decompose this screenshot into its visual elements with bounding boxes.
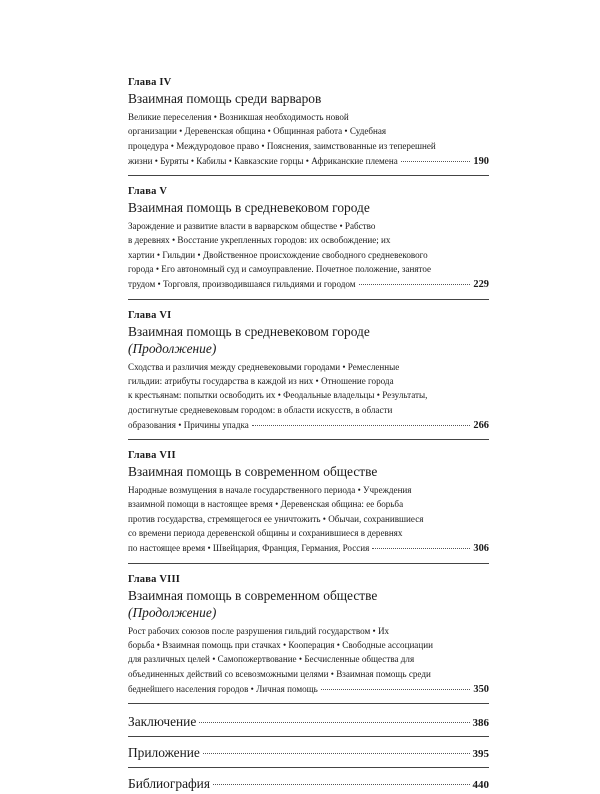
description-line: Зарождение и развитие власти в варварском обществе • Рабство [128,221,376,232]
page-number: 395 [472,748,489,761]
chapter-label: Глава VI [128,309,172,321]
description-line: гильдии: атрибуты государства в каждой из них • Отношение города [128,375,394,386]
table-of-contents [128,76,489,792]
dot-leader [203,743,470,754]
end-item-entry[interactable] [128,744,489,761]
end-item-title: Библиография [128,776,211,792]
chapter-entry[interactable] [128,309,489,431]
chapter-entry[interactable] [128,573,489,695]
dot-leader [321,681,471,690]
description-line [128,153,489,167]
chapter-entry[interactable] [128,185,489,290]
description-line: Великие переселения • Возникшая необходимость новой [128,112,349,122]
description-line: организации • Деревенская община • Общинная работа • Судебная [128,126,387,137]
end-item-title: Приложение [128,745,200,761]
chapter-divider [128,175,489,176]
chapters-list [128,76,489,704]
description-line [128,276,489,290]
page-number: 386 [472,717,489,730]
page-number: 266 [473,419,489,431]
description-line: против государства, стремящегося ее уничтожить • Обычаи, сохранившиеся [128,513,424,524]
chapter-entry[interactable] [128,449,489,554]
description-line: Рост рабочих союзов после разрушения гильдий государством • Их [128,625,390,636]
end-item-entry[interactable] [128,713,489,730]
description-line: в деревнях • Восстание укрепленных городов: их освобождение; их [128,235,391,246]
dot-leader [199,712,469,723]
chapter-label: Глава VIII [128,573,181,585]
description-line: процедура • Междуродовое право • Пояснения, заимствованные из теперешней [128,140,436,151]
chapter-title: Взаимная помощь в современном обществе [128,464,378,480]
chapter-label: Глава IV [128,77,172,88]
description-line: объединенных действий со всевозможными целями • Взаимная помощь среди [128,668,431,679]
description-line-text: образования • Причины упадка [128,419,249,430]
chapter-title: Взаимная помощь среди варваров [128,91,322,106]
end-items-list [128,713,489,792]
end-item-entry[interactable] [128,775,489,792]
chapter-subtitle: (Продолжение) [128,340,217,356]
end-item-title: Заключение [128,714,197,730]
description-line: для различных целей • Самопожертвование • Бесчисленные общества для [128,654,415,665]
chapter-divider [128,703,489,704]
description-line: города • Его автономный суд и самоуправление. Почетное положение, занятое [128,264,432,275]
page-number: 440 [472,779,489,792]
chapter-title: Взаимная помощь в средневековом городе [128,323,370,339]
end-item-divider [128,767,489,768]
description-line: Народные возмущения в начале государственного периода • Учреждения [128,485,412,496]
chapter-title: Взаимная помощь в средневековом городе [128,200,370,216]
chapter-divider [128,563,489,564]
page-number: 229 [473,279,489,291]
chapter-description [128,360,489,431]
page-number: 306 [473,543,489,555]
description-line: Сходства и различия между средневековыми городами • Ремесленные [128,361,400,372]
dot-leader [213,774,469,785]
end-item-divider [128,736,489,737]
chapter-label: Глава VII [128,450,176,462]
chapter-description [128,110,489,167]
chapter-title: Взаимная помощь в современном обществе [128,587,378,603]
description-line-text: жизни • Буряты • Кабилы • Кавказские горцы • Африканские племена [128,155,398,166]
chapter-divider [128,299,489,300]
dot-leader [401,153,471,162]
dot-leader [252,417,471,426]
chapter-description [128,219,489,290]
description-line: взаимной помощи в настоящее время • Деревенская община: ее борьба [128,499,404,510]
page-number: 350 [473,683,489,695]
description-line-text: беднейшего населения городов • Личная помощь [128,683,318,694]
description-line-text: по настоящее время • Швейцария, Франция, Германия, Россия [128,543,370,554]
chapter-entry[interactable] [128,76,489,167]
page-number: 190 [473,155,489,167]
description-line [128,681,489,695]
dot-leader [359,276,471,285]
chapter-divider [128,439,489,440]
description-line: к крестьянам: попытки освободить их • Феодальные владельцы • Результаты, [128,390,428,401]
description-line-text: трудом • Торговля, производившаяся гильдиями и городом [128,279,356,290]
description-line: достигнутые средневековым городом: в области искусств, в области [128,404,393,415]
description-line [128,540,489,554]
description-line: хартии • Гильдии • Двойственное происхождение свободного средневекового [128,249,428,260]
chapter-description [128,483,489,554]
description-line: борьба • Взаимная помощь при стачках • Кооперация • Свободные ассоциации [128,639,433,650]
chapter-subtitle: (Продолжение) [128,604,217,620]
description-line [128,417,489,431]
dot-leader [372,540,470,549]
description-line: со времени периода деревенской общины и сохранившиеся в деревнях [128,528,403,539]
chapter-label: Глава V [128,186,168,198]
chapter-description [128,624,489,695]
